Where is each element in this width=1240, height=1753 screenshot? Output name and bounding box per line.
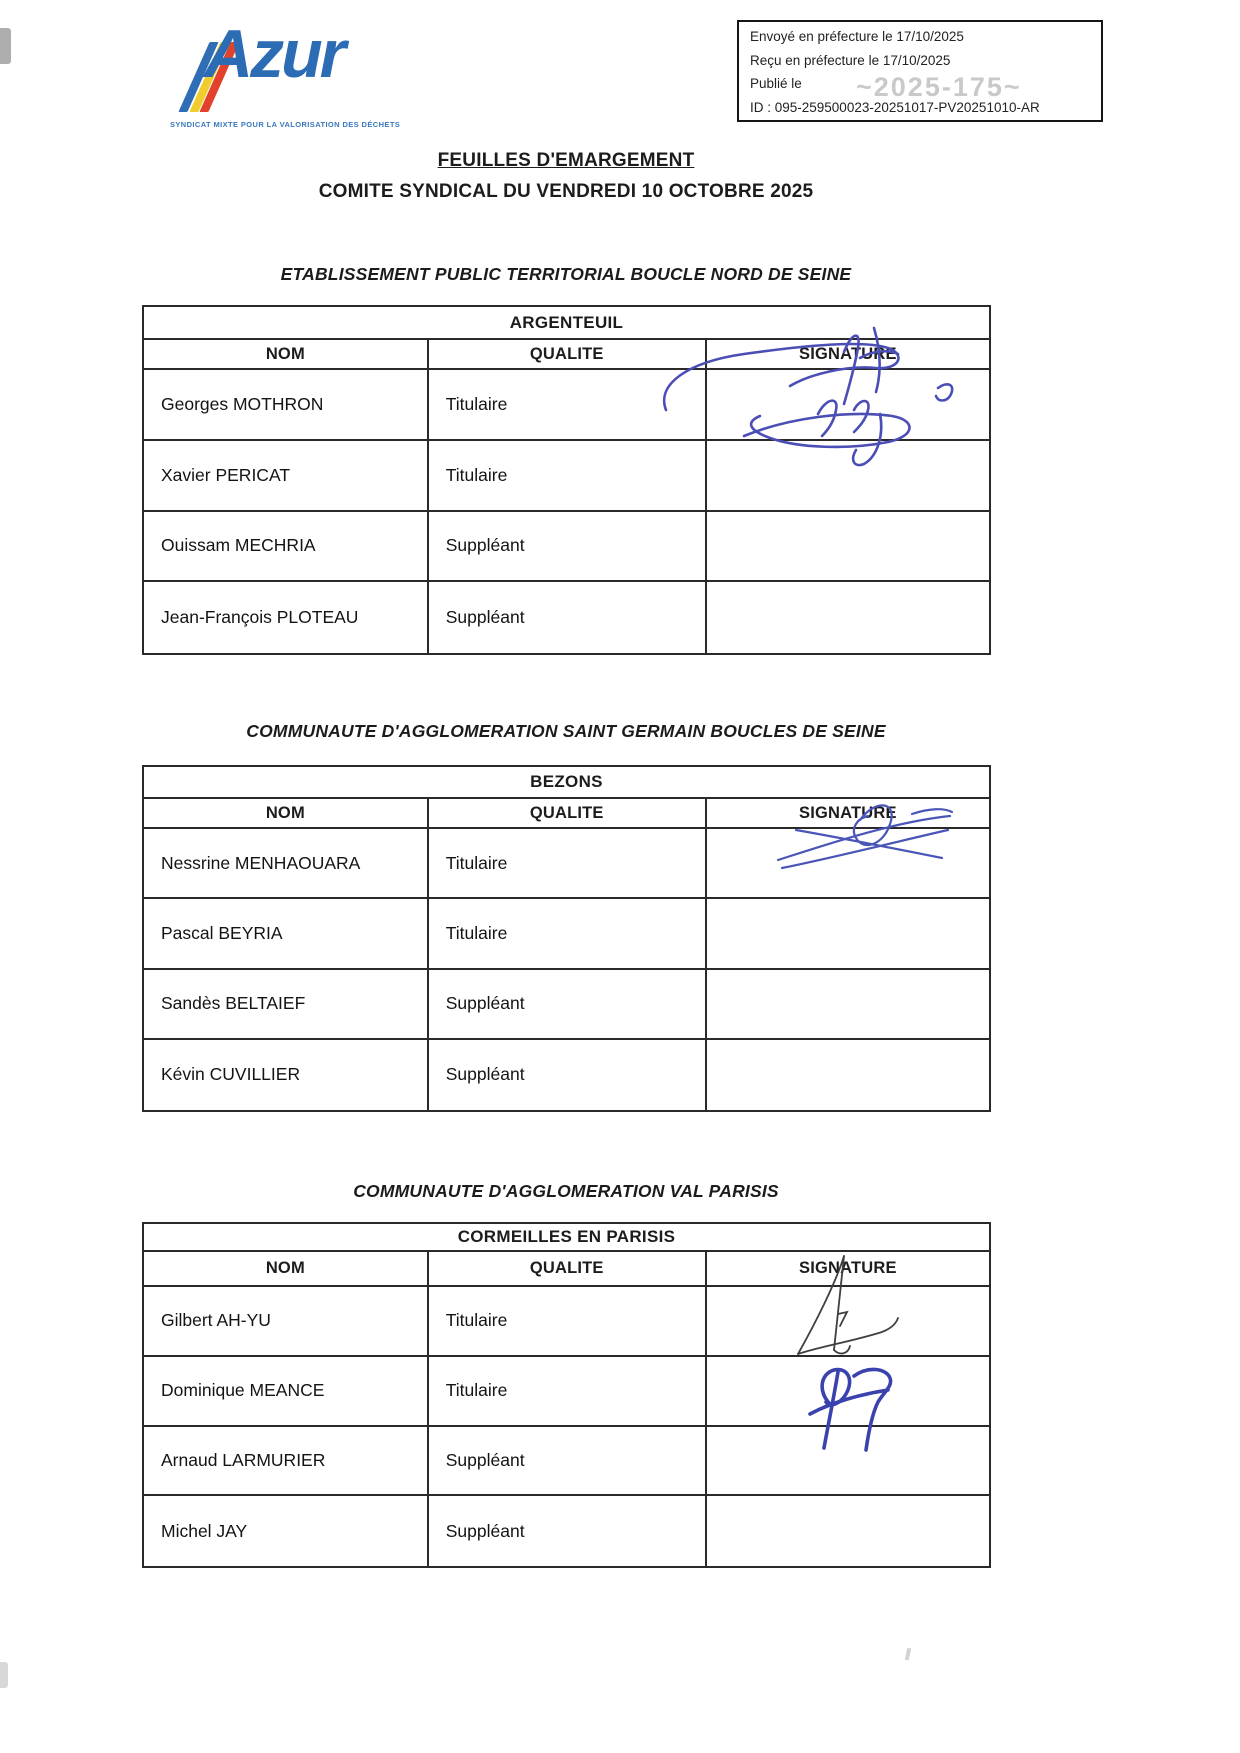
- cell-qualite: Titulaire: [429, 370, 707, 441]
- stamp-published-line: Publié le: [750, 76, 802, 92]
- cell-qualite: Suppléant: [429, 970, 707, 1040]
- section-heading-val-parisis: COMMUNAUTE D'AGGLOMERATION VAL PARISIS: [353, 1181, 779, 1201]
- scan-artifact: [0, 28, 11, 64]
- table-city-label: BEZONS: [144, 767, 989, 799]
- cell-qualite: Titulaire: [429, 441, 707, 512]
- cell-nom: Pascal BEYRIA: [144, 899, 429, 969]
- title-block: [142, 150, 990, 203]
- cell-nom: Gilbert AH-YU: [144, 1287, 429, 1357]
- cell-qualite: Suppléant: [429, 512, 707, 583]
- stamp-id-line: ID : 095-259500023-20251017-PV20251010-AR: [750, 99, 1040, 115]
- cell-nom: Sandès BELTAIEF: [144, 970, 429, 1040]
- cell-qualite: Titulaire: [429, 829, 707, 899]
- cell-nom: Georges MOTHRON: [144, 370, 429, 441]
- cell-qualite: Suppléant: [429, 1496, 707, 1566]
- table-city-label: ARGENTEUIL: [144, 307, 989, 340]
- cell-signature: [707, 1287, 989, 1357]
- cell-signature: [707, 970, 989, 1040]
- section-heading-boucle-nord-de-seine: ETABLISSEMENT PUBLIC TERRITORIAL BOUCLE NORD DE SEINE: [280, 264, 852, 284]
- column-header-nom: NOM: [144, 799, 429, 829]
- column-header-nom: NOM: [144, 1252, 429, 1287]
- cell-signature: [707, 899, 989, 969]
- column-header-signature: SIGNATURE: [707, 799, 989, 829]
- cell-qualite: Suppléant: [429, 1040, 707, 1110]
- table-city-label: CORMEILLES EN PARISIS: [144, 1224, 989, 1252]
- cell-qualite: Titulaire: [429, 1287, 707, 1357]
- cell-qualite: Titulaire: [429, 899, 707, 969]
- watermark-number: ~2025-175~: [856, 72, 1022, 102]
- cell-signature: [707, 1427, 989, 1497]
- cell-signature: [707, 441, 989, 512]
- table-argenteuil: [142, 305, 991, 655]
- cell-qualite: Suppléant: [429, 582, 707, 653]
- cell-nom: Kévin CUVILLIER: [144, 1040, 429, 1110]
- column-header-qualite: QUALITE: [429, 1252, 707, 1287]
- cell-nom: Jean-François PLOTEAU: [144, 582, 429, 653]
- cell-signature: [707, 582, 989, 653]
- logo-wordmark: Azur: [204, 16, 344, 92]
- table-bezons: [142, 765, 991, 1112]
- logo-tagline: SYNDICAT MIXTE POUR LA VALORISATION DES DÉCHETS: [170, 120, 401, 129]
- cell-nom: Dominique MEANCE: [144, 1357, 429, 1427]
- scan-artifact: [0, 1662, 8, 1688]
- azur-logo: [168, 16, 401, 134]
- column-header-signature: SIGNATURE: [707, 340, 989, 370]
- stamp-sent-line: Envoyé en préfecture le 17/10/2025: [750, 29, 964, 44]
- prefecture-stamp-box: [737, 20, 1103, 122]
- azur-logo-mark: [168, 16, 390, 118]
- cell-signature: [707, 512, 989, 583]
- cell-signature: [707, 1496, 989, 1566]
- cell-signature: [707, 370, 989, 441]
- cell-signature: [707, 829, 989, 899]
- cell-nom: Xavier PERICAT: [144, 441, 429, 512]
- column-header-qualite: QUALITE: [429, 340, 707, 370]
- cell-signature: [707, 1040, 989, 1110]
- cell-signature: [707, 1357, 989, 1427]
- cell-nom: Ouissam MECHRIA: [144, 512, 429, 583]
- page-subtitle: COMITE SYNDICAL DU VENDREDI 10 OCTOBRE 2025: [318, 181, 814, 202]
- cell-qualite: Suppléant: [429, 1427, 707, 1497]
- cell-qualite: Titulaire: [429, 1357, 707, 1427]
- scan-artifact: [905, 1648, 911, 1661]
- column-header-nom: NOM: [144, 340, 429, 370]
- stamp-received-line: Reçu en préfecture le 17/10/2025: [750, 52, 951, 68]
- column-header-qualite: QUALITE: [429, 799, 707, 829]
- cell-nom: Arnaud LARMURIER: [144, 1427, 429, 1497]
- page-title: FEUILLES D'EMARGEMENT: [437, 150, 695, 171]
- table-cormeilles-en-parisis: [142, 1222, 991, 1568]
- cell-nom: Michel JAY: [144, 1496, 429, 1566]
- cell-nom: Nessrine MENHAOUARA: [144, 829, 429, 899]
- section-heading-saint-germain-boucles-de-seine: COMMUNAUTE D'AGGLOMERATION SAINT GERMAIN BOUCLES DE SEINE: [246, 721, 886, 741]
- column-header-signature: SIGNATURE: [707, 1252, 989, 1287]
